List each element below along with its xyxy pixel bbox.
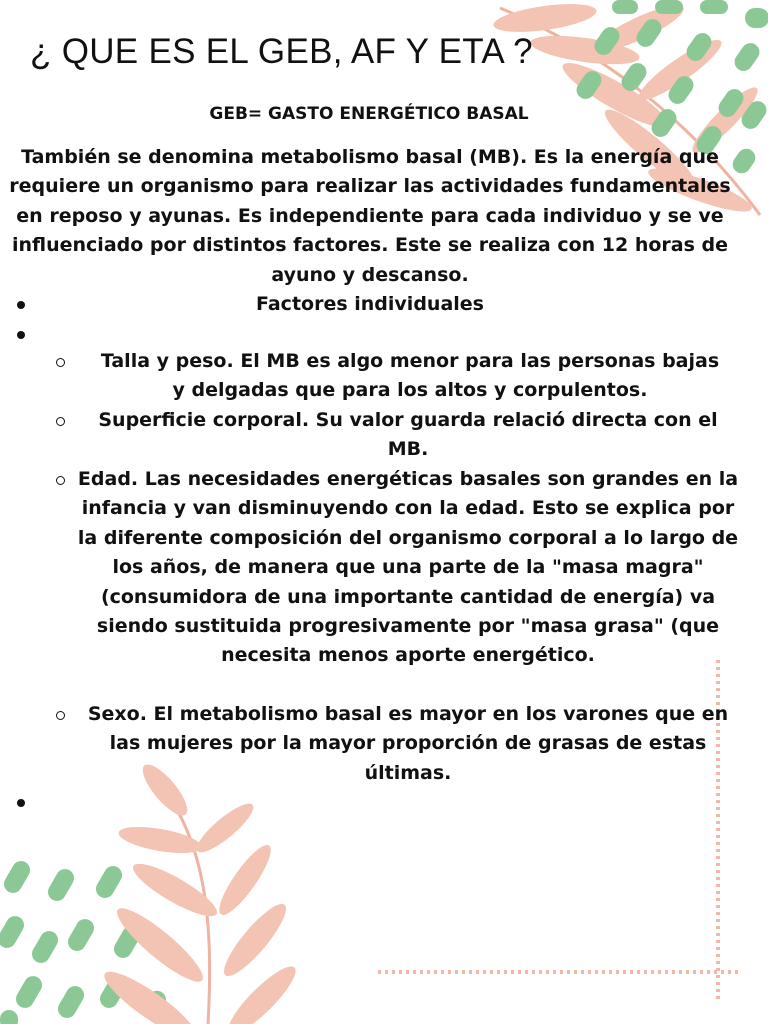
empty-list-bullet: [17, 799, 25, 807]
factor-item: Edad. Las necesidades energéticas basales son grandes en la infancia y van disminuyendo con la edad. Esto se explica por la diferente composición del organismo corporal a lo largo de los años, de manera que una parte de la "masa magra" (consumidora de una importante cantidad de energía) va siendo sustituida progresivamente por "masa grasa" (que necesita menos aporte energético.: [77, 468, 739, 667]
list-heading: Factores individuales: [256, 293, 484, 315]
section-subtitle: GEB= GASTO ENERGÉTICO BASAL: [209, 104, 529, 124]
sub-list-bullet: [56, 476, 65, 485]
page-title: ¿ QUE ES EL GEB, AF Y ETA ?: [30, 32, 533, 71]
intro-paragraph: También se denomina metabolismo basal (MB). Es la energía que requiere un organismo para realizar las actividades fundamentales en reposo y ayunas. Es independiente para cada individuo y se ve influenciado por distintos factores. Este se realiza con 12 horas de ayuno y descanso.: [9, 146, 731, 286]
sub-list-bullet: [56, 417, 65, 426]
factor-item: Talla y peso. El MB es algo menor para las personas bajas y delgadas que para los altos y corpulentos.: [100, 350, 720, 402]
factor-item: Sexo. El metabolismo basal es mayor en los varones que en las mujeres por la mayor proporción de grasas de estas últimas.: [87, 703, 729, 784]
sub-list-bullet: [56, 358, 65, 367]
empty-list-bullet: [17, 331, 25, 339]
sub-list-bullet: [56, 711, 65, 720]
factor-item: Superficie corporal. Su valor guarda relació directa con el MB.: [98, 409, 718, 461]
list-bullet: [17, 301, 25, 309]
